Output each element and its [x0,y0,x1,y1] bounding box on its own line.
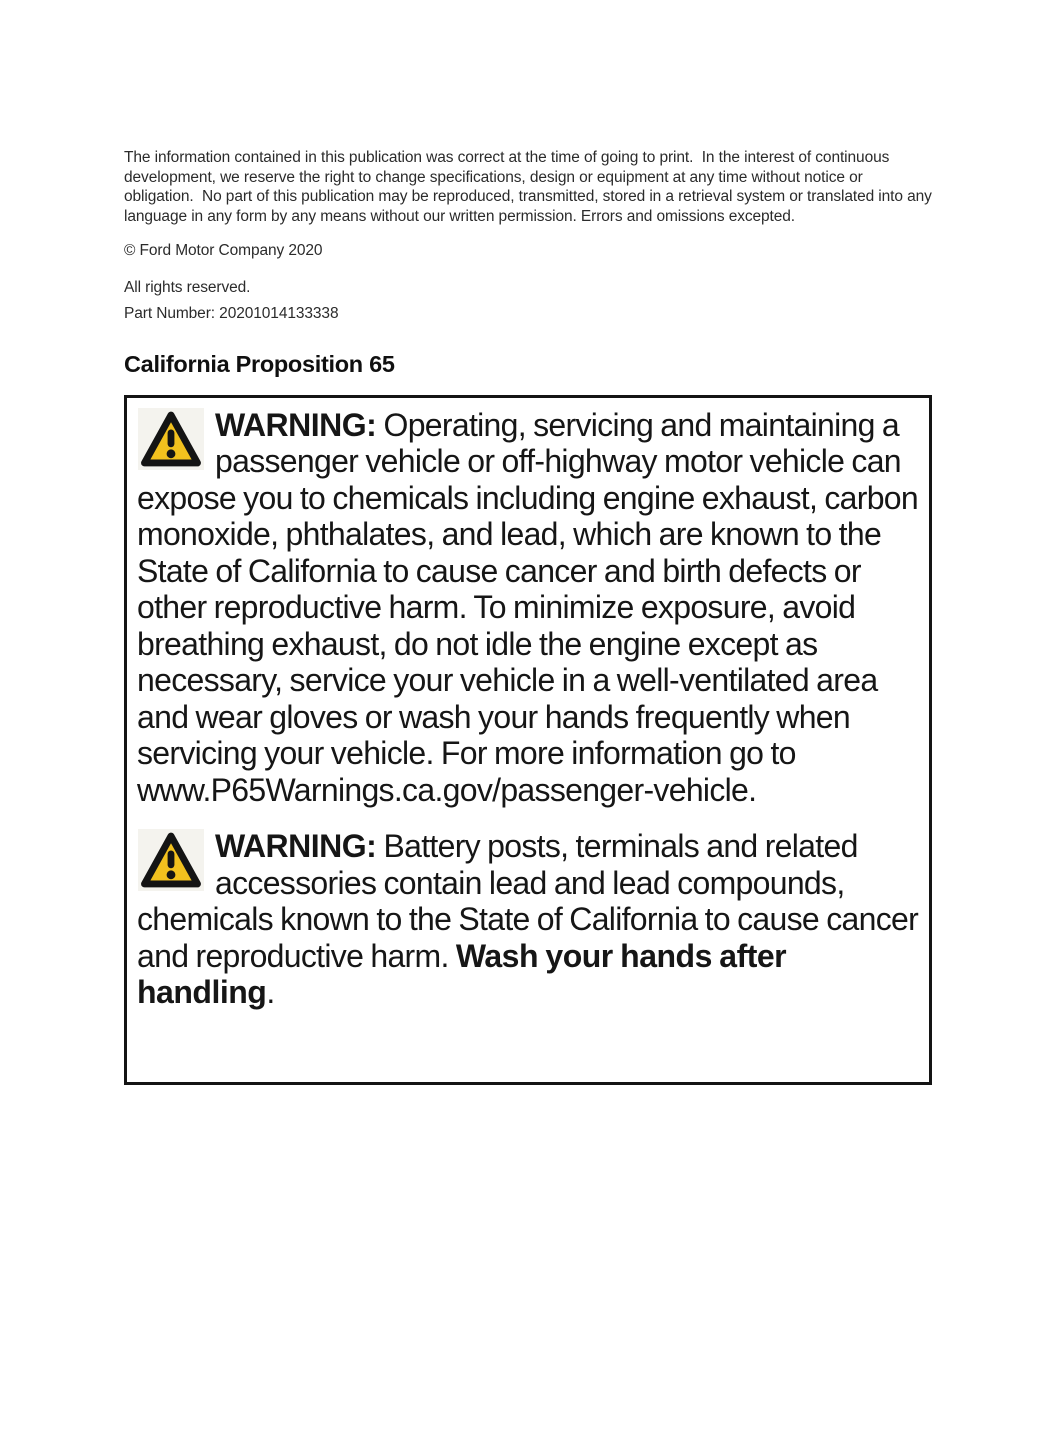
section-heading-california-proposition-65: California Proposition 65 [124,350,395,377]
warning-paragraph-exhaust [137,407,919,809]
rights-reserved-line: All rights reserved. [124,278,251,296]
warning-text: Operating, servicing and maintaining a passenger vehicle or off-highway motor vehicle can expose you to chemicals including engine exhaust, carbon monoxide, phthalates, and lead, which are known to the State of California to cause cancer and birth defects or other reproductive harm. To minimize exposure, avoid breathing exhaust, do not idle the engine except as necessary, service your vehicle in a well-ventilated area and wear gloves or wash your hands frequently when servicing your vehicle. For more information go to www.P65Warnings.ca.gov/passenger-vehicle. [137,406,918,808]
warning-label: WARNING: [215,828,377,864]
warning-triangle-icon [138,829,204,891]
page-content [124,148,937,1085]
copyright-line: © Ford Motor Company 2020 [124,242,323,259]
prop65-warning-box [124,395,932,1085]
warning-label: WARNING: [215,406,377,443]
warning-suffix-period: . [266,974,275,1010]
warning-text: Battery posts, terminals and related accessories contain lead and lead compounds, chemicals known to the State of California to cause cancer and reproductive harm. [137,828,919,974]
publication-notice: The information contained in this publication was correct at the time of going to print. In the interest of continuous development, we reserve the right to change specifications, design or equipment at any time without notice or obligation. No part of this publication may be reproduced, transmitted, stored in a retrieval system or translated into any language in any form by any means without our written permission. Errors and omissions excepted. [124,149,937,225]
part-number: Part Number: 20201014133338 [124,305,339,322]
warning-bold-suffix: Wash your hands after handling [137,937,787,1010]
warning-triangle-icon [138,408,204,470]
warning-paragraph-battery [137,828,919,1011]
